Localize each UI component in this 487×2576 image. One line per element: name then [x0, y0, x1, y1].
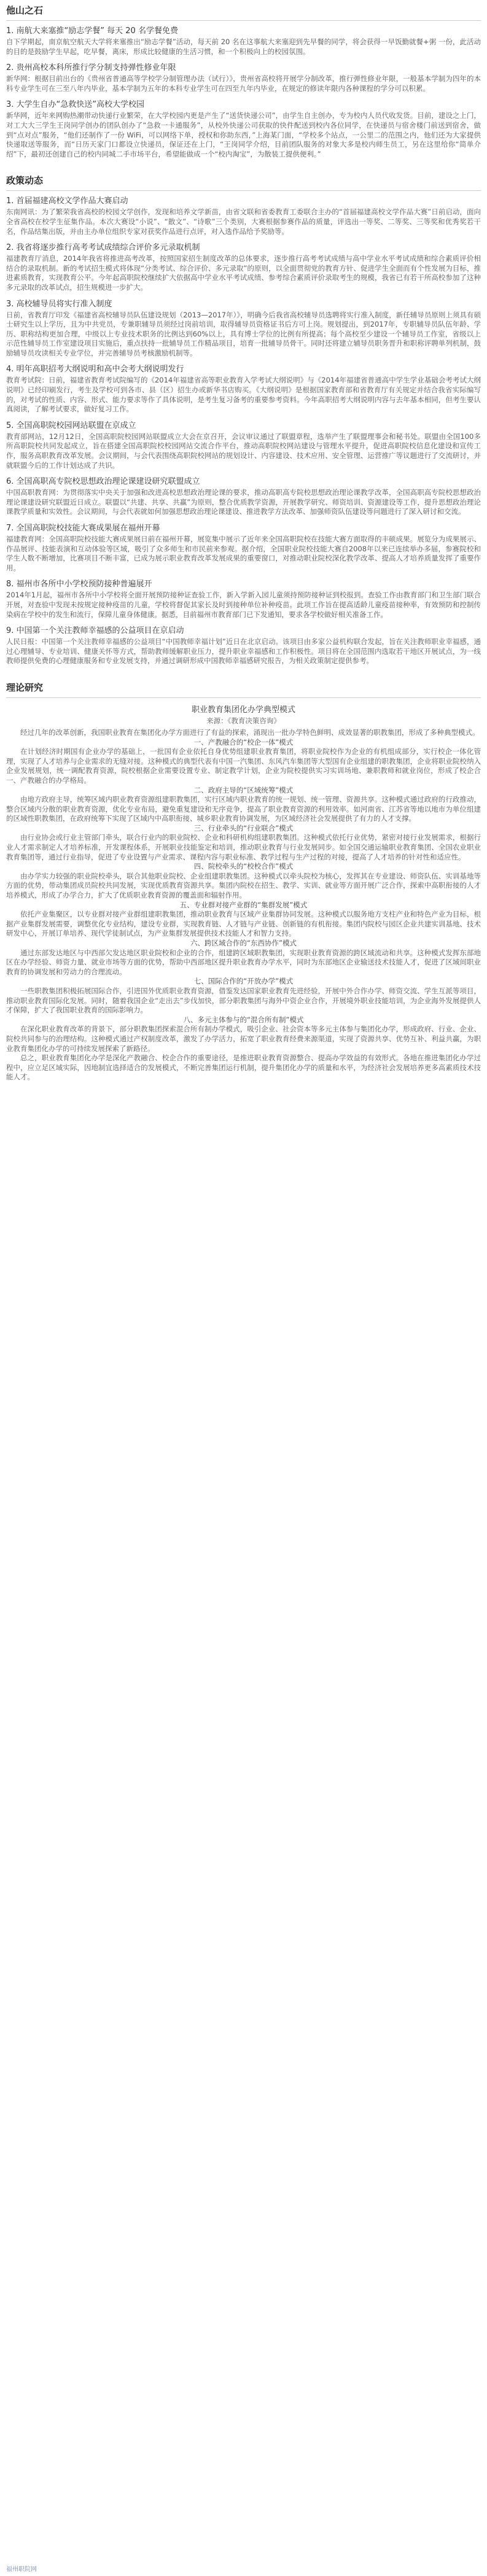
section-divider — [6, 20, 481, 21]
article-body: 人民日报：中国第一个关注教师幸福感的公益项目“中国教师幸福计划”近日在北京启动。该项目由多家公益机构联合发起，旨在关注教师职业幸福感，通过心理辅导、专业培训、健康关怀等方式，帮助教师缓解职业压力，提升职业幸福感和工作积极性。项目将在全国范围内选取若干地区开展试点，为一线教师提供免费的心理健康服务和专业发展支持，并通过调研形成中国教师幸福感研究报告，为相关政策制定提供参考。 — [6, 637, 481, 665]
article-body: 日前，省教育厅印发《福建省高校辅导员队伍建设规划（2013—2017年）》，明确今后我省高校辅导员选聘将实行准入制度，新任辅导员原则上须具有硕士研究生以上学历，且为中共党员，专兼职辅导员须经过岗前培训，取得辅导员资格证书后方可上岗。规划提出，到2017年，专职辅导员队伍年龄、学历、职称结构更加合理，中级以上专业技术职务的比例达到60%以上，具有博士学位的比例有所提高；每个高校至少建设一个辅导员工作室，省级以上示范性辅导员工作室建设项目实施后，重点扶持一批辅导员工作精品项目，培育一批辅导员骨干。同时还将建立辅导员职务晋升和职称评聘单列机制，鼓励辅导员攻读相关专业学位，并完善辅导员考核激励机制等。 — [6, 310, 481, 357]
section-policy-news — [6, 174, 481, 666]
article-title: 2. 贵州高校本科所推行学分制支持弹性修业年限 — [6, 63, 176, 73]
paragraph: 在深化职业教育改革的背景下，部分职教集团探索混合所有制办学模式，吸引企业、社会资本等多元主体参与集团化办学，形成政府、行业、企业、院校共同参与的治理结构。这种模式通过产权制度改革，激发了办学活力，拓宽了职业教育经费来源渠道，实现了资源共享、优势互补、利益共赢，为职业教育集团化办学的可持续发展探索了新路径。 — [6, 1025, 481, 1053]
news-article — [6, 626, 481, 666]
sub-heading: 一、产教融合的“校企一体”模式 — [193, 737, 294, 747]
paragraph: 由地方政府主导，统筹区域内职业教育资源组建职教集团，实行区域内职业教育的统一规划、统一管理、资源共享。这种模式通过政府的行政推动，整合区域内分散的职业教育资源，优化专业布局，避免重复建设和无序竞争，提高了职业教育资源的利用效率。如河南省、江苏省等地以地市为单位组建的区域性职教集团，在政府统筹下实现了区域内中高职衔接、城乡职业教育协调发展，为区域经济社会发展提供了有力的人才支撑。 — [6, 795, 481, 823]
article-body: 新华网，近年来网购热潮带动快递行业繁荣，在大学校园内更是产生了“送货快递公司”，由学生自主创办，专为校内人员代收发货。目前，建设之上门，对工大大三学生王岗同学创办的团队创办了“急救一卡通服务”，从校外快递公司获取的快件配送到校内各位同学，在快递员与宿舍楼门前送到宿舍，做到“点对点”服务，“他们还制作了一份 WiFi，可以网络下单，授权和你助东西，”上海某门面，“学校多个站点，一公里二的范围之内，他们还为大家提供快递取送等服务，而“日历天家门口都设立快递员，保证还在上门，“王岗同学介绍，目前团队服务的对象大多是校内师生员工，另在这里给你“简单介绍”下，最初还创建自己的校内同城二手市场平台，希望能做成一个“校内淘宝”，为散装工提供便利。” — [6, 111, 481, 158]
news-article — [6, 579, 481, 619]
sub-heading: 七、国际合作的“开放办学”模式 — [193, 977, 294, 986]
news-article — [6, 242, 481, 292]
news-article — [6, 26, 481, 56]
article-title: 4. 明年高职招考大纲说明和高中会考大纲说明发行 — [6, 365, 184, 374]
article-body: 中国高职教育网：为贯彻落实中央关于加强和改进高校思想政治理论课的要求，推动高职高专院校思想政治理论课教学改革，全国高职高专院校思想政治理论课建设研究联盟近日成立。联盟以“共建、共享、共赢”为原则，整合优质教学资源，开展教学研究、师资培训、资源建设等工作，提升思想政治理论课教学质量和实效性。会议期间，与会代表就如何加强思想政治理论课建设、推进教学方法改革、加强师资队伍建设等问题进行了深入研讨和交流。 — [6, 488, 481, 516]
article-body: 教育考试院：日前，福建省教育考试院编写的《2014年福建省高等职业教育入学考试大纲说明》与《2014年福建省普通高中学生学业基础会考考试大纲说明》已经印刷发行，考生及学校可到各市、县（区）招生办或新华书店购买。《大纲说明》是根据国家教育部和省教育厅有关规定并结合我省实际编写的，对考试的性质、内容、形式、能力要求等作了具体说明，是考生复习备考的重要参考资料。今年高职招考大纲说明内容与去年基本相同，但考生要认真阅读，了解考试要求，做好复习工作。 — [6, 376, 481, 414]
news-article — [6, 421, 481, 470]
article-title: 1. 首届福建高校文学作品大赛启动 — [6, 196, 128, 206]
article-title: 5. 全国高职院校园网站联盟在京成立 — [6, 421, 136, 430]
news-article — [6, 99, 481, 159]
sub-heading: 八、多元主体参与的“混合所有制”模式 — [183, 1015, 304, 1024]
news-article — [6, 523, 481, 573]
page-footer: 福州职院网 — [6, 2566, 37, 2573]
article-title: 6. 全国高职高专院校思想政治理论课建设研究联盟成立 — [6, 477, 200, 487]
article-title: 7. 全国高职院校技能大赛成果展在福州开幕 — [6, 524, 160, 533]
article-title: 9. 中国第一个关注教师幸福感的公益项目在京启动 — [6, 626, 184, 636]
section-other-schools — [6, 4, 481, 159]
sub-heading: 五、专业群对接产业群的“集群发展”模式 — [179, 900, 308, 909]
news-article — [6, 299, 481, 359]
news-article — [6, 63, 481, 93]
section-title-policy-news: 政策动态 — [6, 175, 44, 187]
section-title-theory-research: 理论研究 — [6, 681, 44, 693]
article-title: 1. 南航大来塞推“励志学餐” 每天 20 名学餐免费 — [6, 26, 178, 36]
sub-heading: 三、行业牵头的“行业联合”模式 — [193, 823, 294, 832]
article-body: 自下学期起，南京航空航天大学将来塞推出“励志学餐”活动，每天前 20 名在这事航大来塞迎到先早餐的同学，将会获得一早饭勤就餐+粥 一份，此活动的目的是鼓励学生早起，吃早餐，离床，形成比较健康的生活习惯，和一个积极向上的校园氛围。 — [6, 37, 481, 56]
sub-heading: 六、跨区域合作的“东西协作”模式 — [190, 939, 297, 947]
article-title: 2. 我省将逐步推行高考考试成绩综合评价多元录取机制 — [6, 243, 200, 253]
news-article — [6, 364, 481, 414]
theory-article-title: 职业教育集团化办学典型模式 — [191, 705, 295, 715]
news-article — [6, 476, 481, 517]
article-title: 8. 福州市各所中小学校预防接种普遍展开 — [6, 580, 152, 589]
paragraph: 由办学实力较强的职业院校牵头，联合其他职业院校、企业组建职教集团。这种模式以牵头院校为核心，发挥其在专业建设、师资队伍、实训基地等方面的优势，带动集团成员院校共同发展，实现优质教育资源共享。集团内院校在招生、教学、实训、就业等方面开展广泛合作，探索中高职衔接的人才培养模式，形成了办学合力，扩大了优质职业教育资源的覆盖面和辐射作用。 — [6, 871, 481, 900]
section-title-other-schools: 他山之石 — [6, 5, 44, 16]
paragraph: 由行业协会或行业主管部门牵头，联合行业内的职业院校、企业和科研机构组建职教集团。这种模式依托行业优势，紧密对接行业发展需求，根据行业人才需求制定人才培养标准，开发课程体系，开展职业技能鉴定和培训，推动职业教育与行业发展同步。如全国交通运输职业教育集团、全国农业职业教育集团等，通过行业指导，促进了专业设置与产业需求、课程内容与职业标准、教学过程与生产过程的对接，提高了人才培养的针对性和适应性。 — [6, 833, 481, 861]
paragraph: 总之，职业教育集团化办学是深化产教融合、校企合作的重要途径，是推进职业教育资源整合、提高办学效益的有效形式。各地在推进集团化办学过程中，应立足区域实际，因地制宜选择适合的发展模式，不断完善集团运行机制，提升集团化办学的质量和水平，为经济社会发展培养更多高素质技术技能人才。 — [6, 1053, 481, 1082]
paragraph: 在计划经济时期国有企业办学的基础上，一批国有企业依托自身优势组建职业教育集团，将职业院校作为企业的有机组成部分，实行校企一体化管理，实现了人才培养与企业需求的无缝对接。这种模式的典型代表有中国一汽集团、东风汽车集团等大型国有企业组建的职教集团，企业将职业院校纳入企业发展规划，统一调配教育资源，院校根据企业需要设置专业、制定教学计划，企业为院校提供实习实训场地、兼职教师和就业岗位，形成了校企合一、产教融合的办学格局。 — [6, 747, 481, 785]
theory-article-source: 来源：《教育决策咨询》 — [206, 716, 281, 725]
section-divider — [6, 190, 481, 191]
news-article — [6, 196, 481, 236]
sub-heading: 四、院校牵头的“校校合作”模式 — [193, 862, 294, 871]
sub-heading: 二、政府主导的“区域统筹”模式 — [193, 785, 294, 794]
article-title: 3. 大学生自办“急救快送”高校大学校园 — [6, 100, 145, 110]
article-title: 3. 高校辅导员将实行准入制度 — [6, 299, 112, 309]
article-body: 教育部网站，12月12日，全国高职院校园网站联盟成立大会在京召开，会议审议通过了联盟章程，选举产生了联盟理事会和秘书处。联盟由全国100多所高职院校共同发起成立，旨在搭建全国高职院校校园网站交流合作平台，推动高职院校网站建设与管理水平提升，促进高职院校信息化建设和宣传工作，服务高职教育改革发展。会议期间，与会代表围绕高职院校网站的规划设计、内容建设、技术应用、安全管理、运营推广等议题进行了交流研讨，并就联盟今后的工作计划达成了共识。 — [6, 432, 481, 470]
paragraph: 一些职教集团积极拓展国际合作，引进国外优质职业教育资源，借鉴发达国家职业教育先进经验，开展中外合作办学、师资交流、学生互派等项目，推动职业教育国际化发展。同时，随着我国企业“走出去”步伐加快，部分职教集团与海外中资企业合作，开展境外职业技能培训，为企业海外发展提供人才保障，扩大了我国职业教育的国际影响力。 — [6, 986, 481, 1015]
article-body: 福建教育网：全国高职院校技能大赛成果展日前在福州开幕，展览集中展示了近年来全国高职院校在技能大赛方面取得的丰硕成果。展览分为成果展示、作品展评、技能表演和互动体验等区域，吸引了众多师生和市民前来参观。据介绍，全国职业院校技能大赛自2008年以来已连续举办多届，参赛院校和学生人数不断增加，比赛项目不断丰富，已成为展示职业教育改革发展成果的重要窗口，对推动职业院校深化教学改革、提高人才培养质量发挥了重要作用。 — [6, 535, 481, 572]
article-body: 东南网讯：为了繁荣我省高校的校园文学创作，发现和培养文学新苗，由省文联和省委教育工委联合主办的“首届福建高校文学作品大赛”日前启动，面向全省高校在校学生征集作品。本次大赛设“小说”、“散文”、“诗歌”三个类别，大赛根据参赛作品的质量，评选出一等奖、二等奖、三等奖和优秀奖若干名，作品结集出版，并由主办单位组织专家对获奖作品进行点评，对入选作品给予奖励等。 — [6, 208, 481, 236]
article-body: 新华网：根据目前出台的《贵州省普通高等学校学分制管理办法（试行）》，贵州省高校将开展学分制改革，推行弹性修业年限，一般基本学制为四年的本科专业学生可在三至八年内毕业，基本学制为五年的本科专业学生可在四至九年内毕业，在规定的修读年限内各种课程的学分可以积累。 — [6, 74, 481, 93]
paragraph: 经过几年的改革创新，我国职业教育在集团化办学方面进行了有益的探索，涌现出一批办学特色鲜明、成效显著的职教集团，形成了多种典型模式。 — [20, 727, 480, 737]
section-theory-research — [6, 681, 481, 1082]
article-body: 2014年1月起，福州市各所中小学校将全面开展预防接种证查验工作，新入学新入园儿童须持预防接种证到校报到。查验工作由教育部门和卫生部门联合开展，对查验中发现未按规定接种疫苗的儿童，学校将督促其家长及时到接种单位补种疫苗。此项工作旨在提高适龄儿童疫苗接种率，有效预防和控制传染病在学校中的发生和流行，保障儿童身体健康。据悉，目前福州市教育部门已下发通知，要求各学校做好相关准备工作。 — [6, 591, 481, 619]
paragraph: 通过东部发达地区与中西部欠发达地区职业院校和企业的合作，组建跨区域职教集团，实现职业教育资源的跨区域流动和共享。这种模式发挥东部地区在办学经验、师资力量、就业市场等方面的优势，帮助中西部地区提升职业教育办学水平，同时为东部地区企业输送技术技能人才，促进了区域间职业教育的协调发展和劳动力的合理流动。 — [6, 948, 481, 976]
section-divider — [6, 697, 481, 698]
article-body: 福建教育厅消息，2014年我省将推进高考改革，按照国家招生制度改革的总体要求，逐步推行高考考试成绩与高中学业水平考试成绩和综合素质评价相结合的录取机制。新的考试招生模式将体现“分类考试、综合评价、多元录取”的原则，以全面贯彻党的教育方针、促进学生全面而有个性发展为目标，推进素质教育，实现教育公平。今年起高职院校继续扩大依据高中学业水平考试成绩、参考综合素质评价录取考生的规模，我省已有若干所高校参加了这种多元录取的改革试点，招生规模进一步扩大。 — [6, 254, 481, 292]
paragraph: 依托产业集聚区，以专业群对接产业群组建职教集团，推动职业教育与区域产业集群协同发展。这种模式以服务地方支柱产业和特色产业为目标，根据产业集群发展需要，调整优化专业结构，建设专业群，实现教育链、人才链与产业链、创新链的有机衔接。集团内院校与园区企业共建实训基地、技术研发中心，开展订单培养、现代学徒制试点，为产业集群发展提供技术技能人才和智力支持。 — [6, 910, 481, 938]
